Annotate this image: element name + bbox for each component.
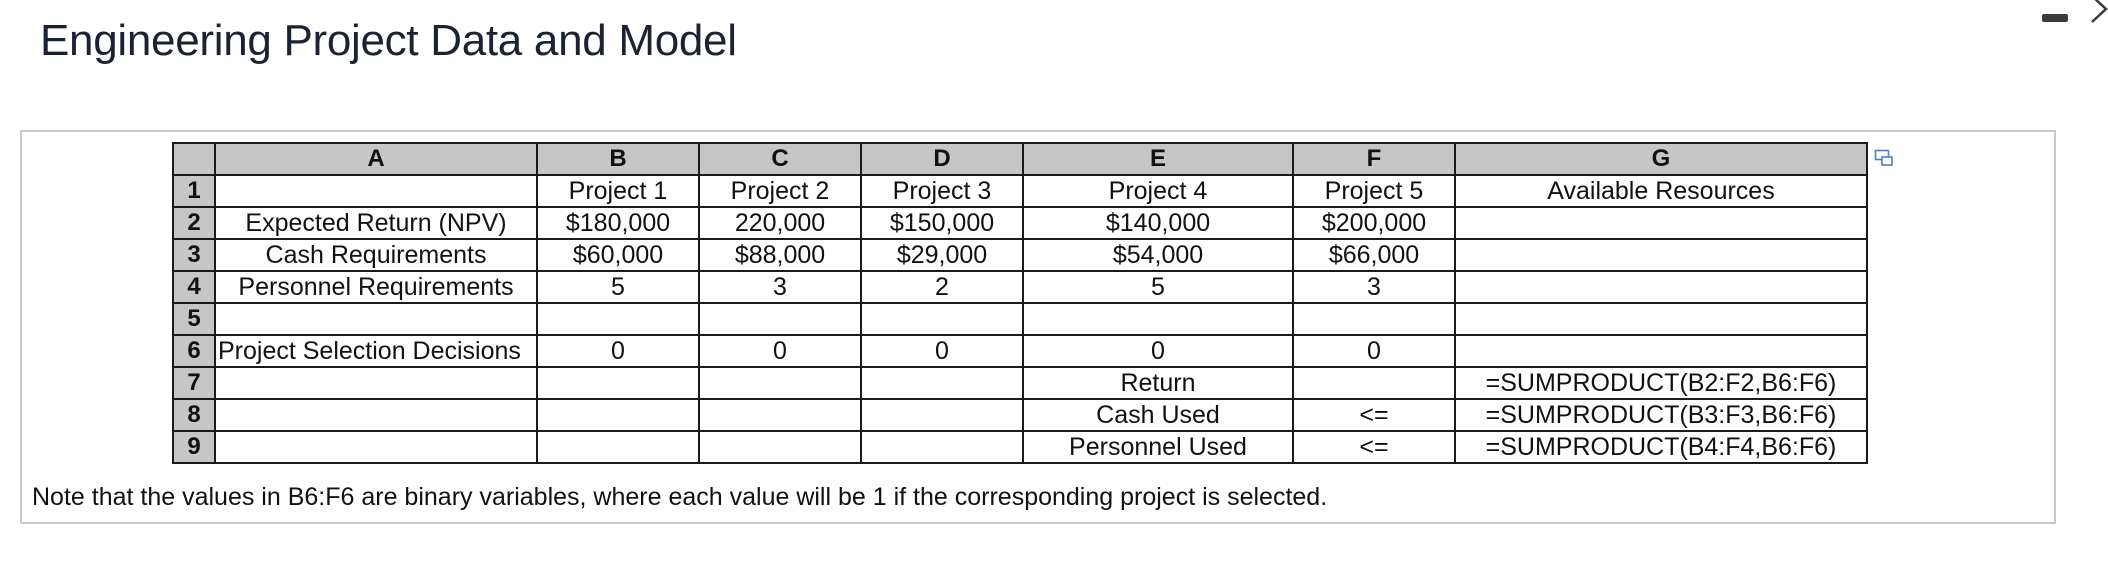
cell-b2[interactable]: $180,000 — [537, 207, 699, 239]
table-row — [173, 271, 1867, 303]
cell-g9[interactable]: =SUMPRODUCT(B4:F4,B6:F6) — [1455, 431, 1867, 463]
cell-c3[interactable]: $88,000 — [699, 239, 861, 271]
column-header-f[interactable]: F — [1293, 143, 1455, 175]
cell-d6[interactable]: 0 — [861, 335, 1023, 367]
column-header-c[interactable]: C — [699, 143, 861, 175]
cell-f3[interactable]: $66,000 — [1293, 239, 1455, 271]
cell-b4[interactable]: 5 — [537, 271, 699, 303]
cell-f7[interactable] — [1293, 367, 1455, 399]
cell-d7[interactable] — [861, 367, 1023, 399]
cell-a9[interactable] — [215, 431, 537, 463]
cell-e7[interactable]: Return — [1023, 367, 1293, 399]
cell-e1[interactable]: Project 4 — [1023, 175, 1293, 207]
table-row — [173, 399, 1867, 431]
column-header-a[interactable]: A — [215, 143, 537, 175]
cell-g3[interactable] — [1455, 239, 1867, 271]
cell-b5[interactable] — [537, 303, 699, 335]
cell-a2[interactable]: Expected Return (NPV) — [215, 207, 537, 239]
row-header[interactable]: 7 — [173, 367, 215, 399]
expand-table-icon[interactable] — [1874, 149, 1894, 169]
cell-e6[interactable]: 0 — [1023, 335, 1293, 367]
table-row — [173, 303, 1867, 335]
cell-d5[interactable] — [861, 303, 1023, 335]
cell-d3[interactable]: $29,000 — [861, 239, 1023, 271]
minimize-icon[interactable] — [2042, 14, 2068, 22]
cell-b9[interactable] — [537, 431, 699, 463]
table-row — [173, 175, 1867, 207]
column-header-row — [173, 143, 1867, 175]
column-header-b[interactable]: B — [537, 143, 699, 175]
footnote: Note that the values in B6:F6 are binary variables, where each value will be 1 if the corresponding project is selected. — [32, 483, 1328, 511]
cell-f8[interactable]: <= — [1293, 399, 1455, 431]
row-header[interactable]: 9 — [173, 431, 215, 463]
cell-c7[interactable] — [699, 367, 861, 399]
row-header[interactable]: 4 — [173, 271, 215, 303]
table-row — [173, 367, 1867, 399]
cell-d4[interactable]: 2 — [861, 271, 1023, 303]
column-header-g[interactable]: G — [1455, 143, 1867, 175]
cell-a1[interactable] — [215, 175, 537, 207]
table-row — [173, 207, 1867, 239]
cell-f2[interactable]: $200,000 — [1293, 207, 1455, 239]
cell-a3[interactable]: Cash Requirements — [215, 239, 537, 271]
cell-b8[interactable] — [537, 399, 699, 431]
column-header-e[interactable]: E — [1023, 143, 1293, 175]
row-header[interactable]: 5 — [173, 303, 215, 335]
row-header[interactable]: 1 — [173, 175, 215, 207]
cell-a4[interactable]: Personnel Requirements — [215, 271, 537, 303]
chevron-right-icon[interactable] — [2086, 0, 2108, 24]
cell-g8[interactable]: =SUMPRODUCT(B3:F3,B6:F6) — [1455, 399, 1867, 431]
cell-e2[interactable]: $140,000 — [1023, 207, 1293, 239]
cell-a5[interactable] — [215, 303, 537, 335]
cell-a7[interactable] — [215, 367, 537, 399]
cell-c5[interactable] — [699, 303, 861, 335]
cell-d8[interactable] — [861, 399, 1023, 431]
cell-f5[interactable] — [1293, 303, 1455, 335]
cell-c6[interactable]: 0 — [699, 335, 861, 367]
cell-g5[interactable] — [1455, 303, 1867, 335]
cell-e3[interactable]: $54,000 — [1023, 239, 1293, 271]
cell-d9[interactable] — [861, 431, 1023, 463]
cell-g6[interactable] — [1455, 335, 1867, 367]
row-header[interactable]: 3 — [173, 239, 215, 271]
cell-e9[interactable]: Personnel Used — [1023, 431, 1293, 463]
cell-f4[interactable]: 3 — [1293, 271, 1455, 303]
cell-g4[interactable] — [1455, 271, 1867, 303]
row-header[interactable]: 2 — [173, 207, 215, 239]
cell-a8[interactable] — [215, 399, 537, 431]
row-header[interactable]: 8 — [173, 399, 215, 431]
cell-c8[interactable] — [699, 399, 861, 431]
cell-g7[interactable]: =SUMPRODUCT(B2:F2,B6:F6) — [1455, 367, 1867, 399]
cell-b1[interactable]: Project 1 — [537, 175, 699, 207]
cell-e8[interactable]: Cash Used — [1023, 399, 1293, 431]
cell-b6[interactable]: 0 — [537, 335, 699, 367]
column-header-d[interactable]: D — [861, 143, 1023, 175]
cell-g1[interactable]: Available Resources — [1455, 175, 1867, 207]
cell-c4[interactable]: 3 — [699, 271, 861, 303]
cell-g2[interactable] — [1455, 207, 1867, 239]
cell-c1[interactable]: Project 2 — [699, 175, 861, 207]
cell-d2[interactable]: $150,000 — [861, 207, 1023, 239]
cell-b7[interactable] — [537, 367, 699, 399]
table-row — [173, 335, 1867, 367]
table-row — [173, 239, 1867, 271]
row-header[interactable]: 6 — [173, 335, 215, 367]
cell-e5[interactable] — [1023, 303, 1293, 335]
cell-b3[interactable]: $60,000 — [537, 239, 699, 271]
corner-cell[interactable] — [173, 143, 215, 175]
cell-f9[interactable]: <= — [1293, 431, 1455, 463]
cell-a6[interactable]: Project Selection Decisions — [215, 335, 537, 367]
cell-d1[interactable]: Project 3 — [861, 175, 1023, 207]
table-row — [173, 431, 1867, 463]
page-title: Engineering Project Data and Model — [40, 16, 737, 65]
cell-c9[interactable] — [699, 431, 861, 463]
cell-f1[interactable]: Project 5 — [1293, 175, 1455, 207]
spreadsheet-table — [172, 142, 1868, 464]
window-controls — [2018, 0, 2108, 40]
cell-c2[interactable]: 220,000 — [699, 207, 861, 239]
cell-e4[interactable]: 5 — [1023, 271, 1293, 303]
cell-f6[interactable]: 0 — [1293, 335, 1455, 367]
